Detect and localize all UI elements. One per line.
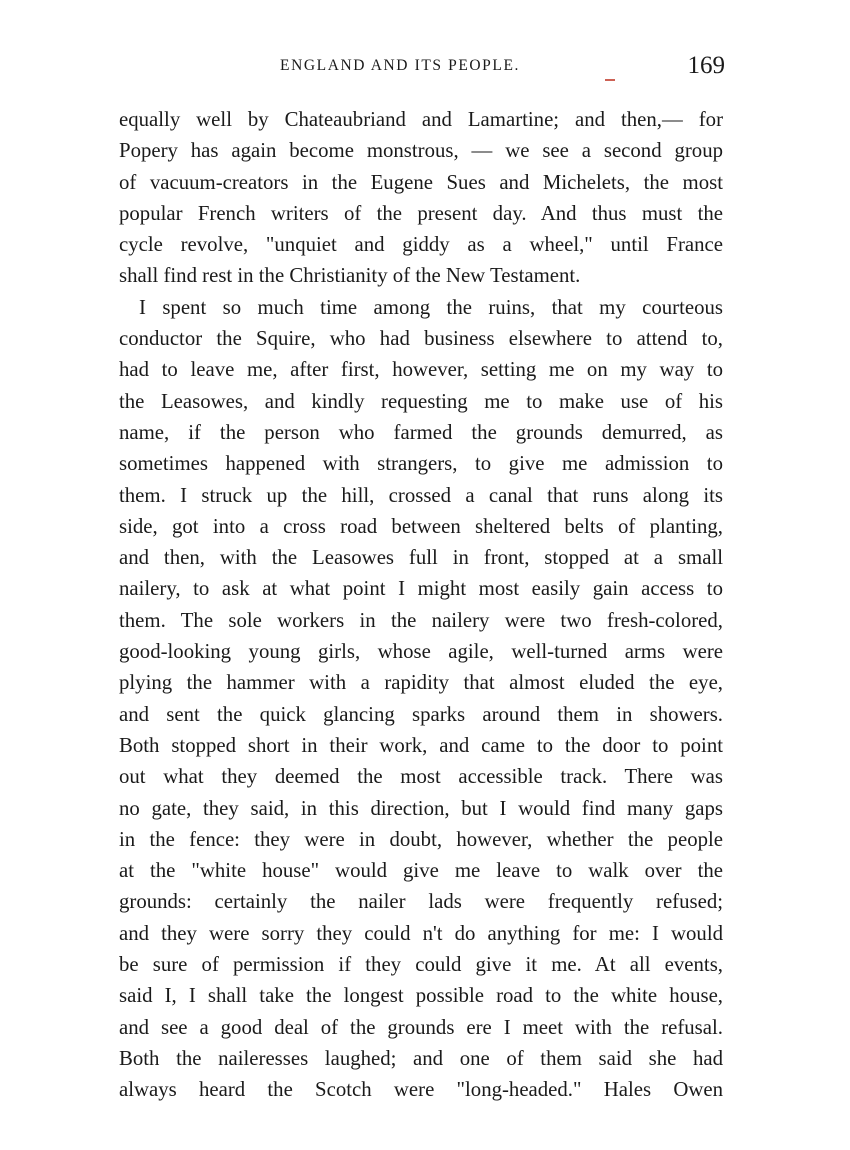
- text-line: them. The sole workers in the nailery were two fresh-colored,: [119, 608, 723, 632]
- text-line: Popery has again become monstrous, — we see a second group: [119, 139, 723, 163]
- ink-mark: [605, 79, 615, 81]
- text-line: shall find rest in the Christianity of the New Testament.: [119, 264, 581, 288]
- text-line: be sure of permission if they could give it me. At all events,: [119, 953, 723, 977]
- body-text: [119, 104, 723, 1106]
- text-line: good-looking young girls, whose agile, well-turned arms were: [119, 640, 723, 664]
- text-line: cycle revolve, "unquiet and giddy as a wheel," until France: [119, 233, 723, 257]
- text-line: side, got into a cross road between sheltered belts of planting,: [119, 514, 723, 538]
- running-head: [120, 52, 725, 86]
- text-line: grounds: certainly the nailer lads were frequently refused;: [119, 890, 723, 914]
- text-line: and sent the quick glancing sparks around them in showers.: [119, 702, 723, 726]
- page-number: 169: [687, 52, 725, 79]
- text-line: name, if the person who farmed the grounds demurred, as: [119, 420, 723, 444]
- text-line: equally well by Chateaubriand and Lamartine; and then,— for: [119, 108, 723, 131]
- text-line: sometimes happened with strangers, to give me admission to: [119, 452, 723, 476]
- text-line: out what they deemed the most accessible track. There was: [119, 765, 723, 789]
- text-line: of vacuum-creators in the Eugene Sues and Michelets, the most: [119, 170, 723, 194]
- text-line: always heard the Scotch were "long-headed." Hales Owen: [119, 1078, 723, 1102]
- text-line: at the "white house" would give me leave to walk over the: [119, 859, 723, 883]
- text-line: Both stopped short in their work, and came to the door to point: [119, 733, 723, 757]
- text-line: the Leasowes, and kindly requesting me to make use of his: [119, 389, 723, 413]
- text-line: conductor the Squire, who had business elsewhere to attend to,: [119, 327, 723, 351]
- text-line: plying the hammer with a rapidity that almost eluded the eye,: [119, 671, 723, 695]
- text-line: and then, with the Leasowes full in front, stopped at a small: [119, 546, 723, 570]
- text-line: nailery, to ask at what point I might most easily gain access to: [119, 577, 723, 601]
- text-line: said I, I shall take the longest possible road to the white house,: [119, 984, 723, 1008]
- text-line: in the fence: they were in doubt, however, whether the people: [119, 827, 723, 851]
- text-line: them. I struck up the hill, crossed a canal that runs along its: [119, 483, 723, 507]
- text-line: popular French writers of the present day. And thus must the: [119, 201, 723, 225]
- running-title: ENGLAND AND ITS PEOPLE.: [280, 57, 521, 74]
- text-line: no gate, they said, in this direction, but I would find many gaps: [119, 796, 723, 820]
- text-line: and they were sorry they could n't do anything for me: I would: [119, 921, 723, 945]
- text-line: and see a good deal of the grounds ere I meet with the refusal.: [119, 1015, 723, 1039]
- paragraph-2: [119, 292, 723, 1106]
- text-line: I spent so much time among the ruins, that my courteous: [139, 295, 723, 319]
- text-line: Both the naileresses laughed; and one of them said she had: [119, 1046, 723, 1070]
- paragraph-1: [119, 104, 723, 292]
- text-line: had to leave me, after first, however, setting me on my way to: [119, 358, 723, 382]
